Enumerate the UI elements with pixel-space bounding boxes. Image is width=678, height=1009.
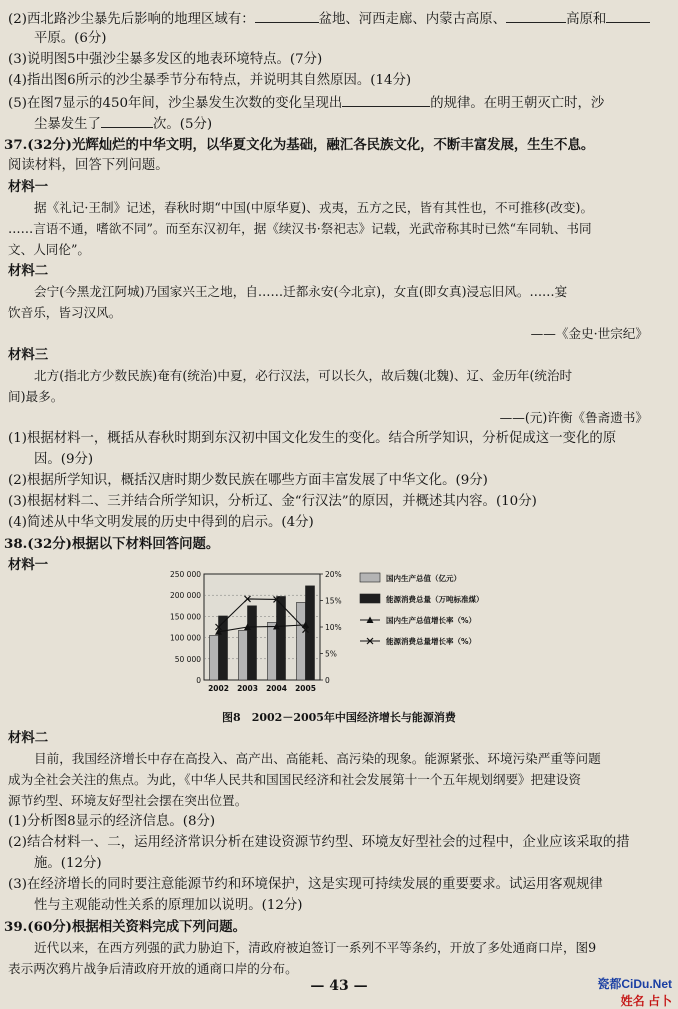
figure-8-chart [170,566,515,708]
answer-blank[interactable] [101,113,153,128]
x-tick-label: 2004 [266,684,287,693]
x-tick-label: 2005 [295,684,316,693]
bar-2005-1 [306,586,315,680]
answer-blank[interactable] [255,8,319,23]
q37-part1: (1)根据材料一，概括从春秋时期到东汉初中国文化发生的变化。结合所学知识，分析促成这一变化的原 [8,431,617,446]
bar-2005-0 [297,602,306,680]
y-left-tick-label: 200 000 [170,591,201,601]
legend-swatch-0 [360,573,380,582]
material-1-text: ……言语不通，嗜欲不同”。而至东汉初年，据《续汉书·祭祀志》记载，光武帝称其时已然“车同轨、书同 [8,221,592,236]
y-right-tick-label: 15% [325,596,342,606]
chart-title: 图8 2002－2005年中国经济增长与能源消费 [222,711,456,724]
q36-part4: (4)指出图6所示的沙尘暴季节分布特点，并说明其自然原因。(14分) [8,73,412,88]
y-right-tick-label: 5% [325,649,337,659]
bar-2002-0 [210,635,219,680]
watermark-sub: 姓名 占卜 [620,994,672,1008]
y-right-tick-label: 0 [325,676,330,685]
material-3-label: 材料三 [8,347,49,363]
q38-material-2-text: 目前，我国经济增长中存在高投入、高产出、高能耗、高污染的现象。能源紧张、环境污染严重等问题 [34,751,601,766]
q38-material-2-label: 材料二 [8,730,49,746]
q36-part3: (3)说明图5中强沙尘暴多发区的地表环境特点。(7分) [8,52,323,67]
q36-part2-cont: 平原。(6分) [34,31,107,46]
watermark-logo [574,975,672,1008]
bar-2003-1 [248,606,257,680]
q39-text: 近代以来，在西方列强的武力胁迫下，清政府被迫签订一系列不平等条约，开放了多处通商口岸，图9 [34,940,597,955]
material-3-text: 间)最多。 [8,389,64,404]
q37-part3: (3)根据材料二、三并结合所学知识，分析辽、金“行汉法”的原因，并概述其内容。(10分) [8,494,537,509]
y-right-tick-label: 20% [325,570,342,579]
q37-part4: (4)简述从中华文明发展的历史中得到的启示。(4分) [8,515,314,530]
y-left-tick-label: 250 000 [170,570,201,579]
q39-heading: 39.(60分)根据相关资料完成下列问题。 [4,919,247,935]
legend-label-3: 能源消费总量增长率（%） [386,637,477,646]
material-2-source: ——《金史·世宗纪》 [530,326,648,341]
q38-material-2-text: 源节约型、环境友好型社会摆在突出位置。 [8,793,248,808]
q36-part5: (5)在图7显示的450年间，沙尘暴发生次数的变化呈现出 的规律。在明王朝灭亡时，沙 [0,92,678,114]
q38-part1: (1)分析图8显示的经济信息。(8分) [8,814,216,829]
material-3-text: 北方(指北方少数民族)奄有(统治)中夏，必行汉法，可以长久，故后魏(北魏)、辽、金历年(统治时 [34,368,573,383]
watermark-site: 瓷都CiDu.Net [597,977,672,991]
q39-text: 表示两次鸦片战争后清政府开放的通商口岸的分布。 [8,961,298,976]
q36-part2: (2)西北路沙尘暴先后影响的地理区域有： 盆地、河西走廊、内蒙古高原、 高原和 [0,8,678,30]
legend-swatch-1 [360,594,380,603]
material-2-label: 材料二 [8,263,49,279]
legend-label-1: 能源消费总量（万吨标准煤） [386,595,484,604]
legend-label-2: 国内生产总值增长率（%） [386,616,477,625]
q38-material-1-label: 材料一 [8,557,49,573]
material-1-text: 文、人同伦”。 [8,242,91,257]
bar-2004-0 [268,622,277,680]
q38-part3: (3)在经济增长的同时要注意能源节约和环境保护，这是实现可持续发展的重要要求。试运用客观规律 [8,877,603,892]
answer-blank[interactable] [342,92,430,107]
bar-2003-0 [239,630,248,680]
q38-heading: 38.(32分)根据以下材料回答问题。 [4,536,220,552]
q36-part5-cont: 尘暴发生了 次。(5分) [0,113,678,135]
q38-part2: (2)结合材料一、二，运用经济常识分析在建设资源节约型、环境友好型社会的过程中，企业应该采取的措 [8,835,630,850]
q38-material-2-text: 成为全社会关注的焦点。为此，《中华人民共和国国民经济和社会发展第十一个五年规划纲要》把建设资 [8,772,582,787]
page-number: — 43 — [310,978,368,994]
answer-blank[interactable] [506,8,566,23]
y-left-tick-label: 150 000 [170,612,201,622]
q38-part3-cont: 性与主观能动性关系的原理加以说明。(12分) [34,898,303,913]
x-tick-label: 2002 [208,684,229,693]
x-tick-label: 2003 [237,684,258,693]
q38-part2-cont: 施。(12分) [34,856,102,871]
bar-2004-1 [277,596,286,680]
q37-part1-cont: 因。(9分) [34,452,94,467]
material-2-text: 会宁(今黑龙江阿城)乃国家兴王之地，自……迁都永安(今北京)，女直(即女真)浸忘旧风。……宴 [34,284,568,299]
legend-label-0: 国内生产总值（亿元） [386,574,461,583]
y-left-tick-label: 50 000 [174,654,201,664]
y-right-tick-label: 10% [325,623,342,632]
y-left-tick-label: 100 000 [170,633,201,643]
material-3-source: ——(元)许衡《鲁斋遗书》 [499,410,648,425]
q37-intro: 阅读材料，回答下列问题。 [8,158,169,173]
material-1-text: 据《礼记·王制》记述，春秋时期“中国(中原华夏)、戎夷，五方之民，皆有其性也，不可推移(改变)。 [34,200,594,215]
material-2-text: 饮音乐，皆习汉风。 [8,305,122,320]
q37-heading: 37.(32分)光辉灿烂的中华文明，以华夏文化为基础，融汇各民族文化，不断丰富发展，生生不息。 [4,137,595,153]
material-1-label: 材料一 [8,179,49,195]
y-left-tick-label: 0 [196,676,201,685]
q37-part2: (2)根据所学知识，概括汉唐时期少数民族在哪些方面丰富发展了中华文化。(9分) [8,473,488,488]
answer-blank[interactable] [606,8,650,23]
